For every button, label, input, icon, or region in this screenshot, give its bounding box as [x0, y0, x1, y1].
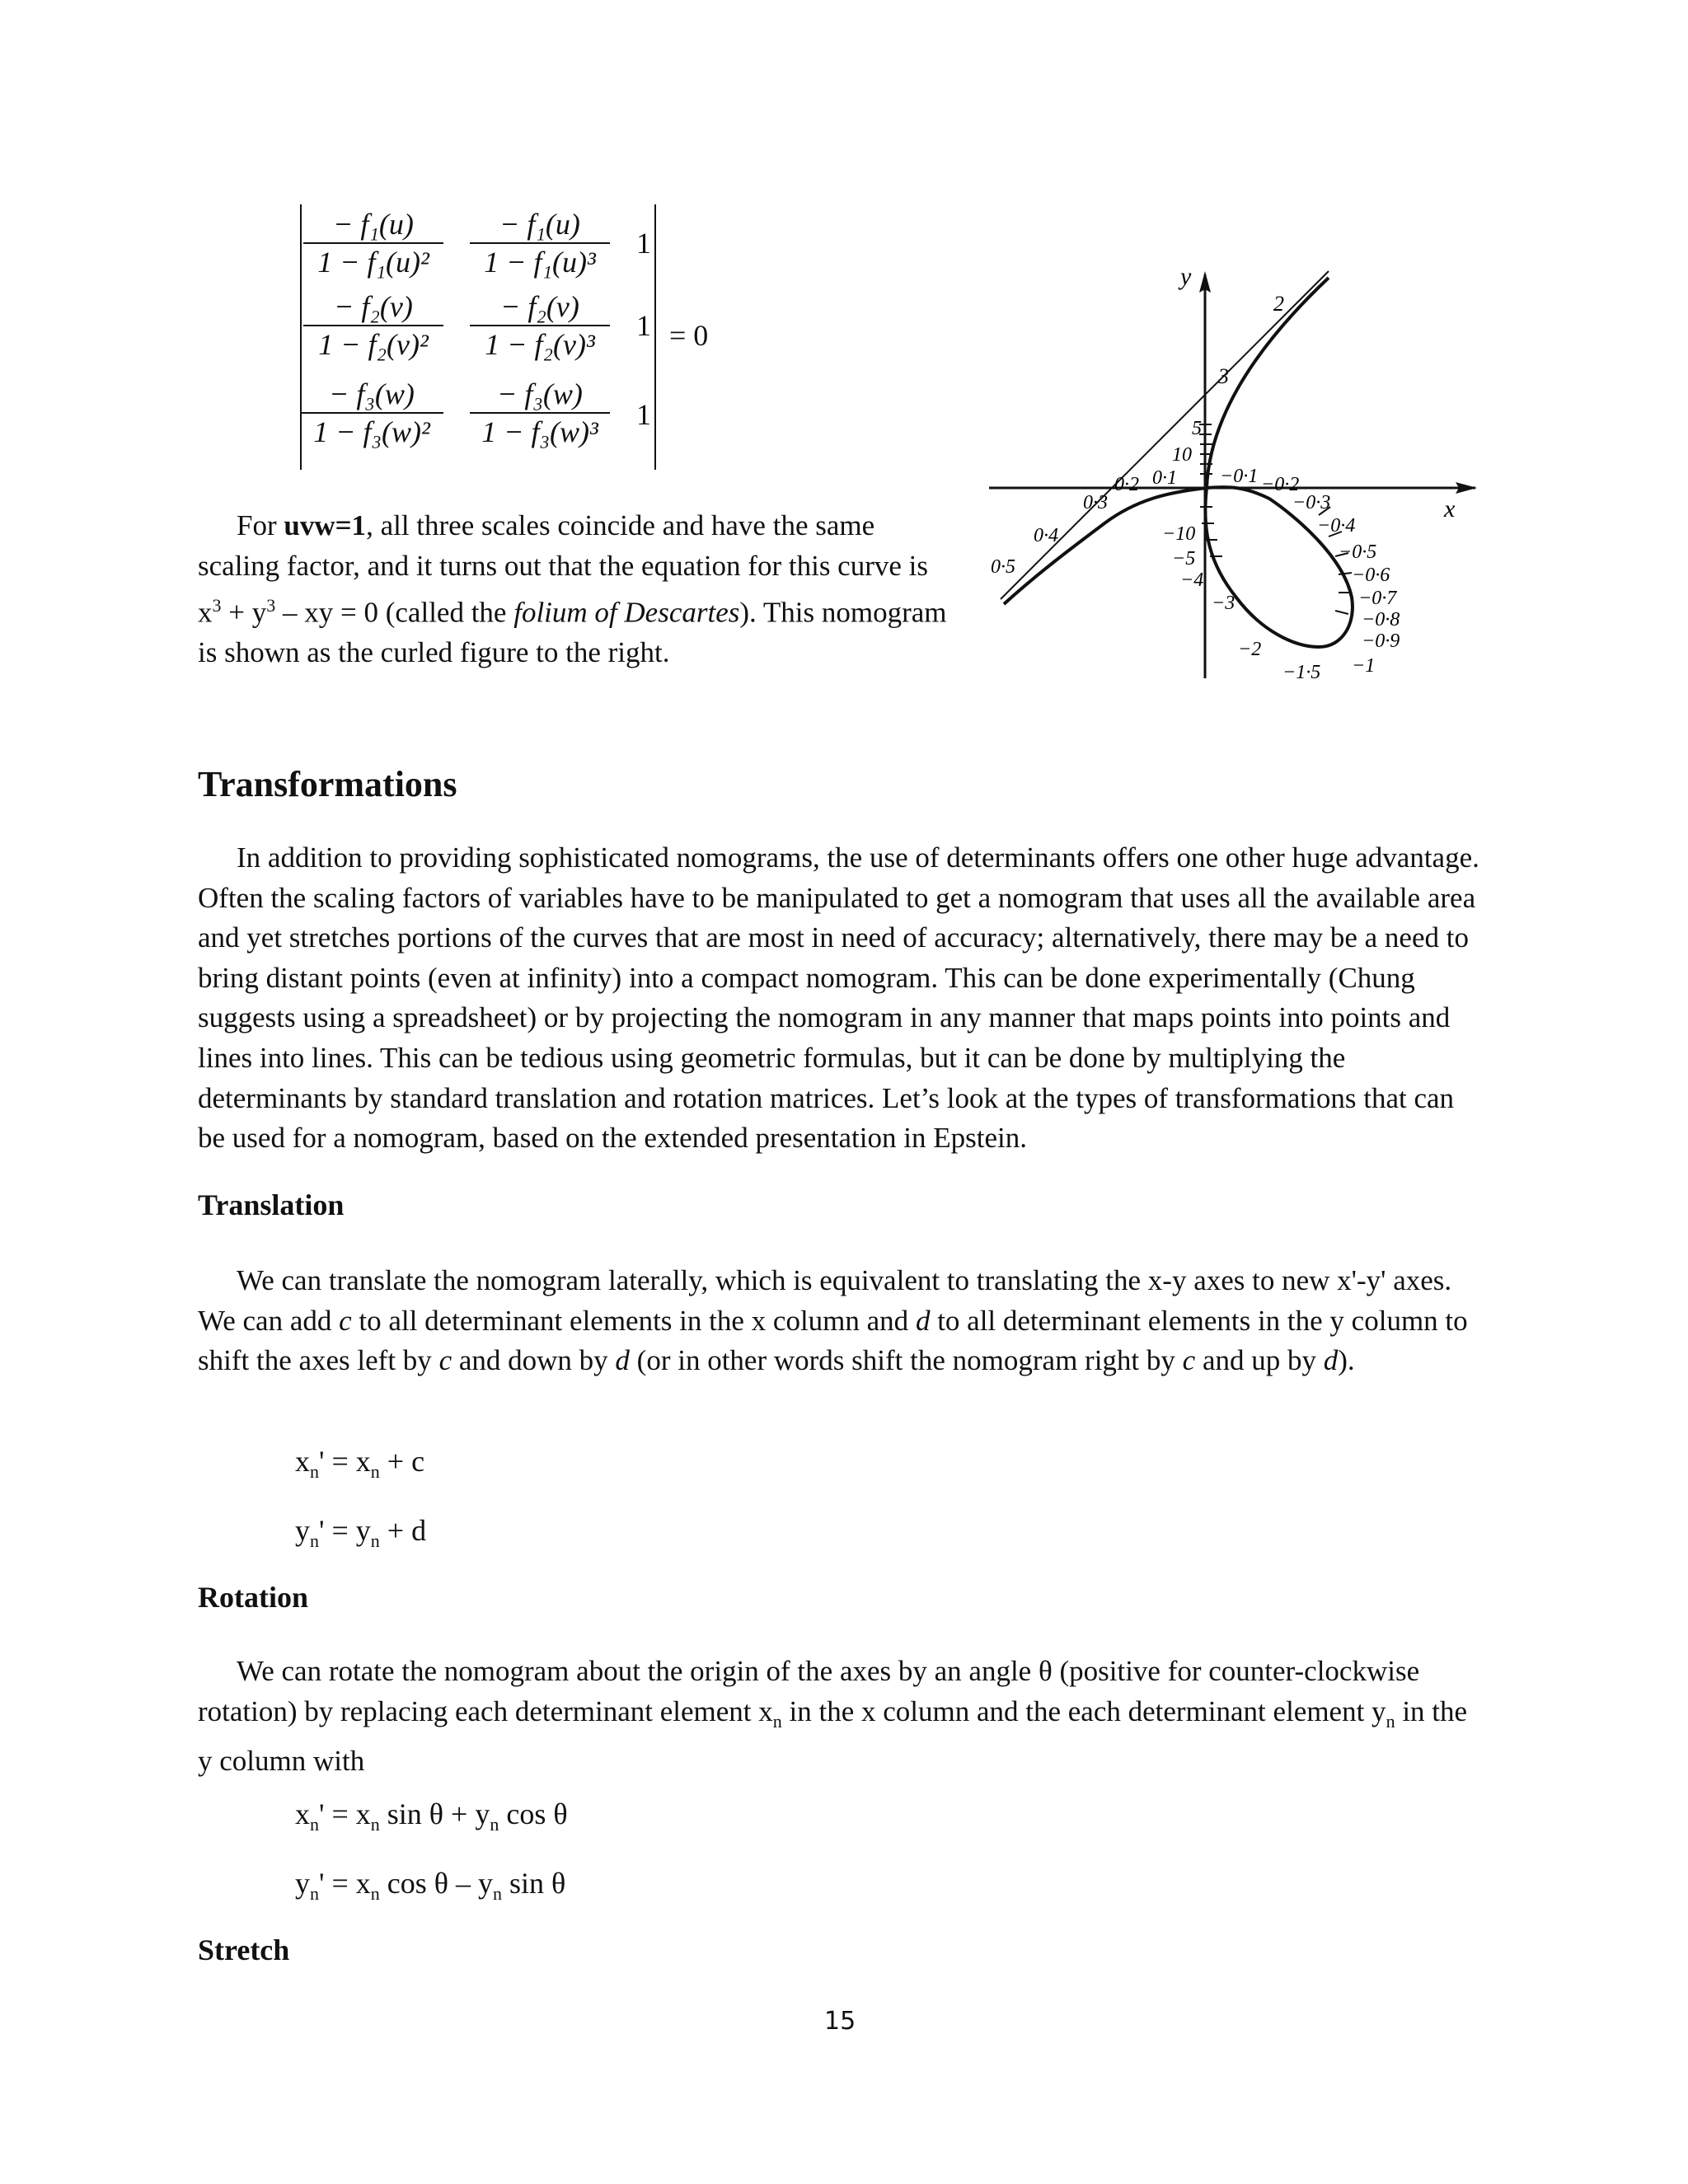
det-cell-r2c2: − f₂(v) 1 − f₂(v)³ — [470, 290, 610, 361]
label-neg-1: −1 — [1352, 655, 1376, 677]
determinant-right-bar — [654, 204, 656, 470]
label-0-3: 0·3 — [1083, 492, 1108, 513]
det-cell-r3c1: − f₃(w) 1 − f₃(w)² — [300, 377, 443, 448]
folium-nomogram-figure — [989, 260, 1484, 688]
label-neg-1-5: −1·5 — [1282, 662, 1321, 683]
label-0-1: 0·1 — [1152, 467, 1177, 489]
translation-equation-y: $y_n' = y_n + d$ — [295, 1514, 427, 1552]
label-neg-0-3: −0·3 — [1292, 492, 1331, 513]
x-axis-label: x — [1444, 495, 1456, 523]
label-0-2: 0·2 — [1114, 474, 1139, 495]
heading-transformations: Transformations — [198, 764, 457, 804]
rotation-paragraph: We can rotate the nomogram about the origin of the axes by an angle θ (positive for counter-clockwise rotation) by replacing each determinant element $x_n$ in the x column and the each determinant element $y_n$ in the y column with — [198, 1655, 1468, 1778]
label-neg-0-7: −0·7 — [1358, 588, 1397, 609]
det-cell-r2c1: − f₂(v) 1 − f₂(v)² — [303, 290, 443, 361]
label-neg-0-1: −0·1 — [1220, 466, 1259, 487]
label-neg-0-2: −0·2 — [1261, 474, 1300, 495]
label-5: 5 — [1192, 418, 1202, 439]
translation-paragraph: We can translate the nomogram laterally, which is equivalent to translating the x-y axes to new x'-y' axes. We can add c to all determinant elements in the x column and d to all determinant elements in the y column to shift the axes left by c and down by d (or in other words shift the nomogram right by c and up by d). — [198, 1264, 1468, 1377]
label-neg-4: −4 — [1180, 569, 1204, 591]
determinant-equation — [297, 204, 758, 476]
folium-paragraph: For uvw=1, all three scales coincide and have the same scaling factor, and it turns out that the equation for this curve is $x^3 + y^3$ – xy = 0 (called the folium of Descartes). This nomogram is shown as the curled figure to the right. — [198, 509, 947, 669]
label-2: 2 — [1273, 292, 1284, 316]
label-neg-0-4: −0·4 — [1317, 515, 1356, 537]
label-neg-3: −3 — [1212, 593, 1236, 614]
heading-stretch: Stretch — [198, 1933, 290, 1966]
asymptote-line — [1001, 271, 1329, 599]
rotation-equation-y: $y_n' = x_n$ cos θ – $y_n$ sin θ — [295, 1867, 566, 1905]
label-10: 10 — [1172, 444, 1192, 466]
y-axis-label: y — [1180, 263, 1192, 290]
transformations-paragraph: In addition to providing sophisticated nomograms, the use of determinants offers one other huge advantage. Often the scaling factors of variables have to be manipulated to get a nomogram that uses all the available area and yet stretches portions of the curves that are most in need of accuracy; alternatively, there may be a need to bring distant points (even at infinity) into a compact nomogram. This can be done experimentally (Chung suggests using a spreadsheet) or by projecting the nomogram in any manner that maps points into points and lines into lines. This can be tedious using geometric formulas, but it can be done by multiplying the determinants by standard translation and rotation matrices. Let’s look at the types of transformations that can be used for a nomogram, based on the extended presentation in Epstein. — [198, 841, 1479, 1155]
label-3: 3 — [1218, 364, 1229, 388]
heading-rotation: Rotation — [198, 1581, 308, 1614]
label-neg-0-6: −0·6 — [1352, 565, 1390, 586]
page-number: 15 — [824, 2007, 856, 2036]
label-neg-2: −2 — [1238, 639, 1262, 660]
translation-equation-x: $x_n' = x_n + c$ — [295, 1445, 425, 1483]
label-neg-0-8: −0·8 — [1362, 609, 1400, 630]
determinant-equals-zero: = 0 — [669, 319, 709, 352]
label-0-5: 0·5 — [991, 556, 1015, 578]
rotation-equation-x: $x_n' = x_n$ $\sin \theta + y_n$ cos θ — [295, 1797, 568, 1835]
label-neg-10: −10 — [1162, 523, 1196, 545]
label-neg-0-9: −0·9 — [1362, 630, 1400, 652]
label-0-4: 0·4 — [1034, 525, 1058, 546]
det-cell-r1c2: − f₁(u) 1 − f₁(u)³ — [470, 208, 610, 279]
det-cell-r2c3: 1 — [636, 309, 651, 342]
det-cell-r3c2: − f₃(w) 1 − f₃(w)³ — [470, 377, 610, 448]
det-cell-r3c3: 1 — [636, 398, 651, 431]
det-cell-r1c1: − f₁(u) 1 − f₁(u)² — [303, 208, 443, 279]
label-neg-5: −5 — [1172, 548, 1196, 569]
heading-translation: Translation — [198, 1188, 345, 1221]
label-neg-0-5: −0·5 — [1339, 541, 1377, 563]
det-cell-r1c3: 1 — [636, 227, 651, 260]
